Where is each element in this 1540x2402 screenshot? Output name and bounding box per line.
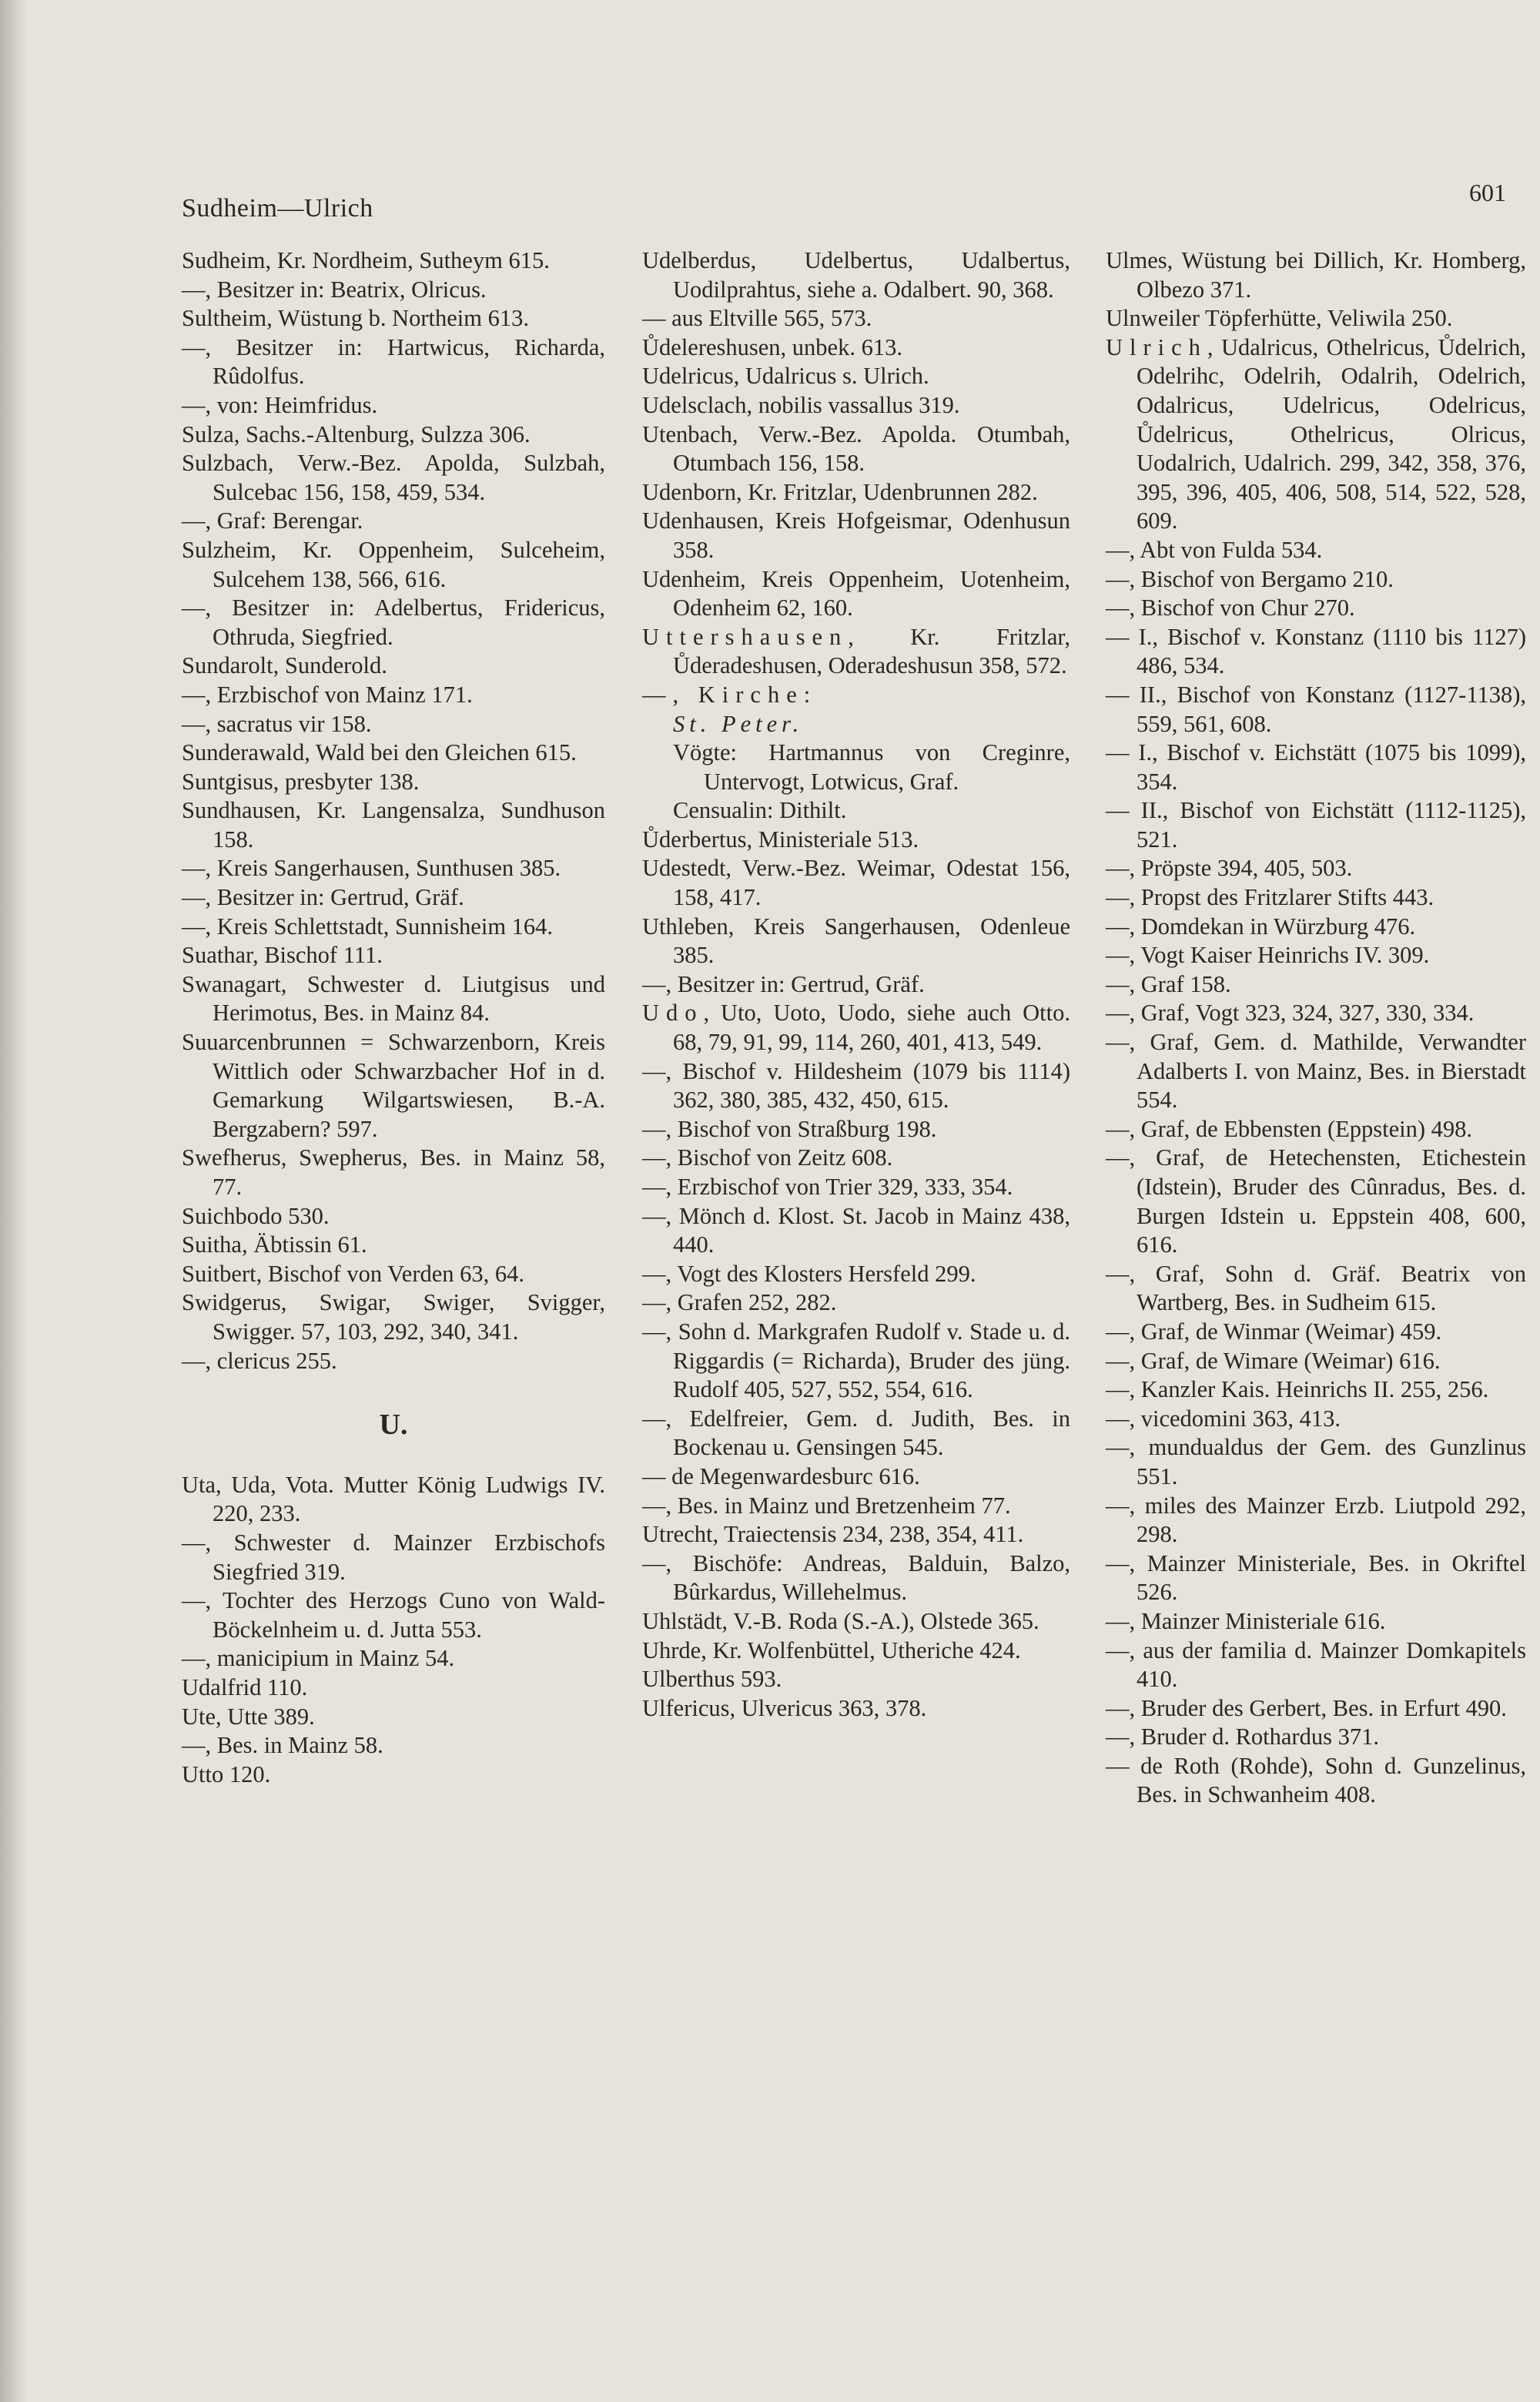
index-column-2 [642,246,1070,1723]
index-entry: —, Edelfreier, Gem. d. Judith, Bes. in Bockenau u. Gensingen 545. [642,1405,1070,1461]
index-entry: Udenborn, Kr. Fritzlar, Udenbrunnen 282. [642,478,1038,505]
index-entry: —, Graf, Vogt 323, 324, 327, 330, 334. [1106,1000,1475,1027]
index-entry: Udelsclach, nobilis vassallus 319. [642,391,960,418]
entry-text: , Udalricus, Othelricus, Ůdelrich, Odelrihc, Odelrih, Odalrih, Odelrich, Odalricus, Udelricus, Odelricus, Ůdelricus, Othelricus, Olricus, Uodalrich, Udalrich. 299, 342, 358, 376, 395, 396, 405, 406, 508, 514, 522, 528, 609. [1137,333,1526,534]
index-entry: — de Roth (Rohde), Sohn d. Gunzelinus, Bes. in Schwanheim 408. [1106,1752,1526,1808]
entry-text: —, Kirche: [642,681,818,708]
index-entry: —, Bischof von Chur 270. [1106,595,1355,621]
col1-entries-a [182,246,605,1375]
index-entry: —, Kanzler Kais. Heinrichs II. 255, 256. [1106,1376,1489,1403]
index-entry: — I., Bischof v. Konstanz (1110 bis 1127) 486, 534. [1106,623,1526,679]
index-entry: —, Bischof von Bergamo 210. [1106,565,1394,592]
index-entry: —, Graf, de Ebbensten (Eppstein) 498. [1106,1115,1473,1142]
index-entry: —, Tochter des Herzogs Cuno von Wald-Böckelnheim u. d. Jutta 553. [182,1587,605,1643]
index-entry: Ůderbertus, Ministeriale 513. [642,826,919,853]
index-column-1 [182,246,605,1789]
index-entry: —, Grafen 252, 282. [642,1289,837,1316]
entry-text: St. Peter. [673,710,804,737]
index-entry: — II., Bischof von Konstanz (1127-1138), 559, 561, 608. [1106,681,1526,737]
index-entry-kirche [642,681,1070,710]
index-entry: Udenheim, Kreis Oppenheim, Uotenheim, Odenheim 62, 160. [642,565,1070,621]
col2-entries-c [642,826,1070,1000]
index-entry: —, aus der familia d. Mainzer Domkapitels 410. [1106,1637,1526,1693]
index-entry: —, mundualdus der Gem. des Gunzlinus 551. [1106,1434,1526,1489]
index-entry: Uhlstädt, V.-B. Roda (S.-A.), Olstede 365. [642,1607,1040,1634]
index-entry: Uhrde, Kr. Wolfenbüttel, Utheriche 424. [642,1637,1021,1663]
index-entry: —, Bischöfe: Andreas, Balduin, Balzo, Bûrkardus, Willehelmus. [642,1549,1070,1606]
index-entry: —, Graf, de Wimare (Weimar) 616. [1106,1347,1441,1374]
index-entry: —, Erzbischof von Mainz 171. [182,681,473,708]
index-entry: Udalfrid 110. [182,1673,308,1700]
index-entry-st-peter [642,710,1070,739]
index-entry: Utto 120. [182,1760,271,1787]
index-entry: Suathar, Bischof 111. [182,942,383,969]
index-entry: Swefherus, Swepherus, Bes. in Mainz 58, 77. [182,1144,605,1200]
index-entry: Udenhausen, Kreis Hofgeismar, Odenhusun 358. [642,508,1070,563]
index-entry: —, Graf, Gem. d. Mathilde, Verwandter Adalberts I. von Mainz, Bes. in Bierstadt 554. [1106,1029,1526,1114]
index-entry: —, Bischof von Zeitz 608. [642,1144,893,1171]
index-entry: Utrecht, Traiectensis 234, 238, 354, 411. [642,1521,1024,1548]
index-entry: —, Kreis Schlettstadt, Sunnisheim 164. [182,913,554,940]
index-entry: Ulnweiler Töpferhütte, Veliwila 250. [1106,305,1453,332]
index-entry: Uthleben, Kreis Sangerhausen, Odenleue 385. [642,913,1070,969]
index-entry: Ute, Utte 389. [182,1703,315,1730]
index-entry: Suuarcenbrunnen = Schwarzenborn, Kreis Wittlich oder Schwarzbacher Hof in d. Gemarkung Wilgartswiesen, B.-A. Bergzabern? 597. [182,1029,605,1142]
index-entry: —, Graf 158. [1106,970,1231,997]
index-entry: —, Bruder d. Rothardus 371. [1106,1724,1379,1750]
index-entry: —, Besitzer in: Adelbertus, Fridericus, Othruda, Siegfried. [182,595,605,650]
index-entry: —, Bischof v. Hildesheim (1079 bis 1114) 362, 380, 385, 432, 450, 615. [642,1057,1070,1114]
index-entry: —, Erzbischof von Trier 329, 333, 354. [642,1174,1013,1200]
index-entry: —, Besitzer in: Gertrud, Gräf. [182,884,464,911]
index-entry: —, Propst des Fritzlarer Stifts 443. [1106,884,1435,911]
index-entry: — II., Bischof von Eichstätt (1112-1125), 521. [1106,797,1526,853]
index-entry: — de Megenwardesburc 616. [642,1462,920,1489]
index-entry: —, von: Heimfridus. [182,391,378,418]
index-entry: — I., Bischof v. Eichstätt (1075 bis 1099), 354. [1106,739,1526,795]
index-entry: Suntgisus, presbyter 138. [182,768,420,795]
index-entry: —, Schwester d. Mainzer Erzbischofs Siegfried 319. [182,1529,605,1585]
index-entry: Suichbodo 530. [182,1202,330,1229]
index-entry: Swanagart, Schwester d. Liutgisus und Herimotus, Bes. in Mainz 84. [182,970,605,1027]
index-entry: —, Bes. in Mainz und Bretzenheim 77. [642,1492,1011,1519]
index-entry: Ůdelereshusen, unbek. 613. [642,333,902,360]
col3-entries-a [1106,246,1526,333]
index-entry: —, Pröpste 394, 405, 503. [1106,855,1353,882]
col2-entries-a [642,246,1070,623]
index-entry: —, Abt von Fulda 534. [1106,536,1323,563]
index-entry-udo [642,999,1070,1057]
index-entry: Ulberthus 593. [642,1666,782,1693]
index-entry: —, vicedomini 363, 413. [1106,1405,1341,1432]
index-entry: —, Domdekan in Würzburg 476. [1106,913,1416,940]
index-entry: Censualin: Dithilt. [673,797,847,824]
index-entry: Suitbert, Bischof von Verden 63, 64. [182,1260,525,1287]
index-entry: —, Vogt des Klosters Hersfeld 299. [642,1260,976,1287]
index-entry: —, Vogt Kaiser Heinrichs IV. 309. [1106,942,1430,969]
index-entry: Sunderawald, Wald bei den Gleichen 615. [182,739,577,766]
index-entry: Ulmes, Wüstung bei Dillich, Kr. Homberg, Olbezo 371. [1106,247,1526,303]
index-entry: Sulza, Sachs.-Altenburg, Sulzza 306. [182,420,531,447]
col2-entries-d [642,1057,1070,1724]
index-entry: —, Besitzer in: Hartwicus, Richarda, Rûdolfus. [182,333,605,390]
index-entry: —, Graf, de Hetechensten, Etichestein (Idstein), Bruder des Cûnradus, Bes. d. Burgen Idstein u. Eppstein 408, 600, 616. [1106,1144,1526,1258]
index-entry: —, Bischof von Straßburg 198. [642,1115,937,1142]
index-entry: Sulzbach, Verw.-Bez. Apolda, Sulzbah, Sulcebac 156, 158, 459, 534. [182,450,605,505]
section-heading-u: U. [379,1409,408,1442]
entry-headword: Udo [642,1000,704,1027]
index-entry: Sundhausen, Kr. Langensalza, Sundhuson 158. [182,797,605,853]
running-head: Sudheim—Ulrich [182,194,373,223]
index-entry: —, sacratus vir 158. [182,710,372,737]
entry-text: , Kr. Fritzlar, Ůderadeshusen, Oderadeshusun 358, 572. [673,623,1070,679]
index-entry: Sulzheim, Kr. Oppenheim, Sulceheim, Sulcehem 138, 566, 616. [182,536,605,592]
index-entry: —, Mainzer Ministeriale, Bes. in Okriftel 526. [1106,1549,1526,1606]
index-entry: —, Graf, Sohn d. Gräf. Beatrix von Wartberg, Bes. in Sudheim 615. [1106,1260,1526,1316]
index-entry: —, Graf: Berengar. [182,508,363,534]
index-entry: Utenbach, Verw.-Bez. Apolda. Otumbah, Otumbach 156, 158. [642,420,1070,477]
page-number: 601 [1469,179,1506,206]
index-entry: Udelberdus, Udelbertus, Udalbertus, Uodilprahtus, siehe a. Odalbert. 90, 368. [642,247,1070,303]
index-entry: —, Mönch d. Klost. St. Jacob in Mainz 438, 440. [642,1202,1070,1258]
book-spine-shadow [0,0,28,2402]
index-entry-uttershausen [642,623,1070,681]
index-entry: —, Bruder des Gerbert, Bes. in Erfurt 490. [1106,1694,1507,1721]
col2-entries-b [642,739,1070,826]
entry-headword: Uttershausen [642,623,849,650]
index-entry: —, Kreis Sangerhausen, Sunthusen 385. [182,855,561,882]
index-entry: Uta, Uda, Vota. Mutter König Ludwigs IV. 220, 233. [182,1471,605,1527]
index-entry: Sultheim, Wüstung b. Northeim 613. [182,305,529,332]
index-entry: Sundarolt, Sunderold. [182,652,387,679]
index-entry: —, Besitzer in: Gertrud, Gräf. [642,970,925,997]
index-entry: Udelricus, Udalricus s. Ulrich. [642,363,929,390]
index-column-3 [1106,246,1526,1810]
index-entry: Vögte: Hartmannus von Creginre, Untervogt, Lotwicus, Graf. [673,739,1070,795]
index-entry-ulrich [1106,333,1526,536]
index-entry: Ulfericus, Ulvericus 363, 378. [642,1694,927,1721]
index-entry: —, Mainzer Ministeriale 616. [1106,1607,1386,1634]
index-entry: —, clericus 255. [182,1347,337,1374]
entry-headword: Ulrich [1106,333,1207,360]
index-entry: —, miles des Mainzer Erzb. Liutpold 292, 298. [1106,1492,1526,1548]
index-entry: Suitha, Äbtissin 61. [182,1231,367,1258]
col3-entries-b [1106,536,1526,1810]
index-entry: —, Sohn d. Markgrafen Rudolf v. Stade u. d. Riggardis (= Richarda), Bruder des jüng. Rudolf 405, 527, 552, 554, 616. [642,1318,1070,1403]
index-entry: —, Besitzer in: Beatrix, Olricus. [182,276,487,303]
index-entry: —, Bes. in Mainz 58. [182,1732,383,1759]
index-entry: Sudheim, Kr. Nordheim, Sutheym 615. [182,247,550,273]
index-entry: —, Graf, de Winmar (Weimar) 459. [1106,1318,1442,1345]
index-entry: —, manicipium in Mainz 54. [182,1645,455,1672]
col1-entries-b [182,1471,605,1790]
index-entry: Udestedt, Verw.-Bez. Weimar, Odestat 156, 158, 417. [642,855,1070,911]
index-entry: — aus Eltville 565, 573. [642,305,872,332]
index-entry: Swidgerus, Swigar, Swiger, Svigger, Swigger. 57, 103, 292, 340, 341. [182,1289,605,1345]
entry-text: , Uto, Uoto, Uodo, siehe auch Otto. 68, 79, 91, 99, 114, 260, 401, 413, 549. [673,1000,1070,1056]
